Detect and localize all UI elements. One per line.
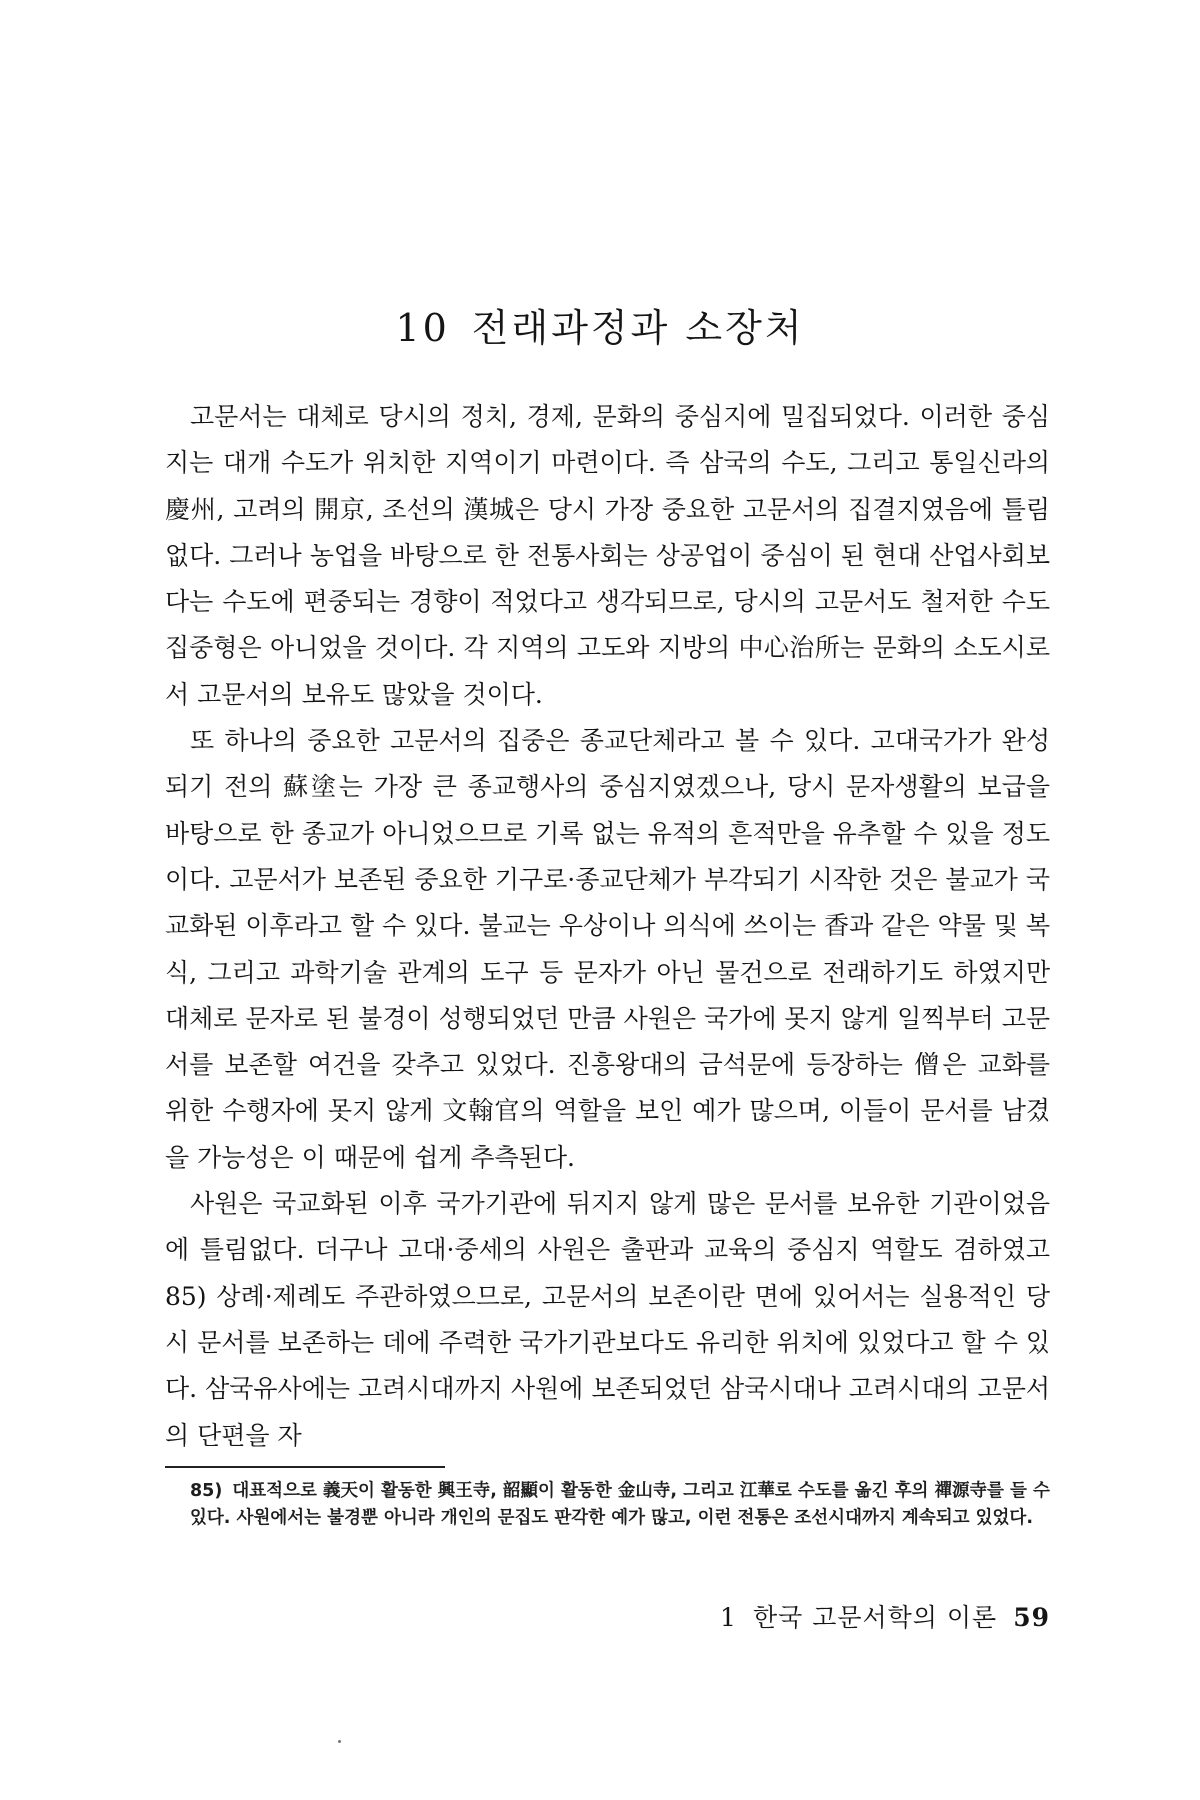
running-footer [690,1598,1050,1634]
paragraph-3: 사원은 국교화된 이후 국가기관에 뒤지지 않게 많은 문서를 보유한 기관이었음에 틀림없다. 더구나 고대·중세의 사원은 출판과 교육의 중심지 역할도 겸하였고85) 상례·제례도 주관하였으므로, 고문서의 보존이란 면에 있어서는 실용적인 당시 문서를 보존하는 데에 주력한 국가기관보다도 유리한 위치에 있었다고 할 수 있다. 삼국유사에는 고려시대까지 사원에 보존되었던 삼국시대나 고려시대의 고문서의 단편을 자 [165,1189,1050,1450]
footnote-number: 85) [190,1481,223,1501]
paragraph-1: 고문서는 대체로 당시의 정치, 경제, 문화의 중심지에 밀집되었다. 이러한 중심지는 대개 수도가 위치한 지역이기 마련이다. 즉 삼국의 수도, 그리고 통일신라의 慶州, 고려의 開京, 조선의 漢城은 당시 가장 중요한 고문서의 집결지였음에 틀림없다. 그러나 농업을 바탕으로 한 전통사회는 상공업이 중심이 된 현대 산업사회보다는 수도에 편중되는 경향이 적었다고 생각되므로, 당시의 고문서도 철저한 수도 집중형은 아니었을 것이다. 각 지역의 고도와 지방의 中心治所는 문화의 소도시로서 고문서의 보유도 많았을 것이다. [165,402,1050,709]
page-number: 59 [1013,1603,1050,1632]
paragraph-2: 또 하나의 중요한 고문서의 집중은 종교단체라고 볼 수 있다. 고대국가가 완성되기 전의 蘇塗는 가장 큰 종교행사의 중심지였겠으나, 당시 문자생활의 보급을 바탕으로 한 종교가 아니었으므로 기록 없는 유적의 흔적만을 유추할 수 있을 정도이다. 고문서가 보존된 중요한 기구로·종교단체가 부각되기 시작한 것은 불교가 국교화된 이후라고 할 수 있다. 불교는 우상이나 의식에 쓰이는 香과 같은 약물 및 복식, 그리고 과학기술 관계의 도구 등 문자가 아닌 물건으로 전래하기도 하였지만 대체로 문자로 된 불경이 성행되었던 만큼 사원은 국가에 못지 않게 일찍부터 고문서를 보존할 여건을 갖추고 있었다. 진흥왕대의 금석문에 등장하는 僧은 교화를 위한 수행자에 못지 않게 文翰官의 역할을 보인 예가 많으며, 이들이 문서를 남겼을 가능성은 이 때문에 쉽게 추측된다. [165,726,1050,1172]
footnote-divider [165,1466,445,1468]
footer-part-number: 1 [720,1603,737,1632]
footnote-text: 대표적으로 義天이 활동한 興王寺, 韶顯이 활동한 金山寺, 그리고 江華로 수도를 옮긴 후의 禪源寺를 들 수 있다. 사원에서는 불경뿐 아니라 개인의 문집도 판각한 예가 많고, 이런 전통은 조선시대까지 계속되고 있었다. [190,1481,1050,1528]
footer-part-title: 한국 고문서학의 이론 [752,1603,998,1632]
chapter-number: 10 [395,306,450,351]
scan-speck [338,1740,341,1743]
chapter-heading [0,297,1200,352]
footnote [190,1478,1050,1532]
chapter-title: 전래과정과 소장처 [471,306,805,351]
body-text [165,394,1050,1459]
